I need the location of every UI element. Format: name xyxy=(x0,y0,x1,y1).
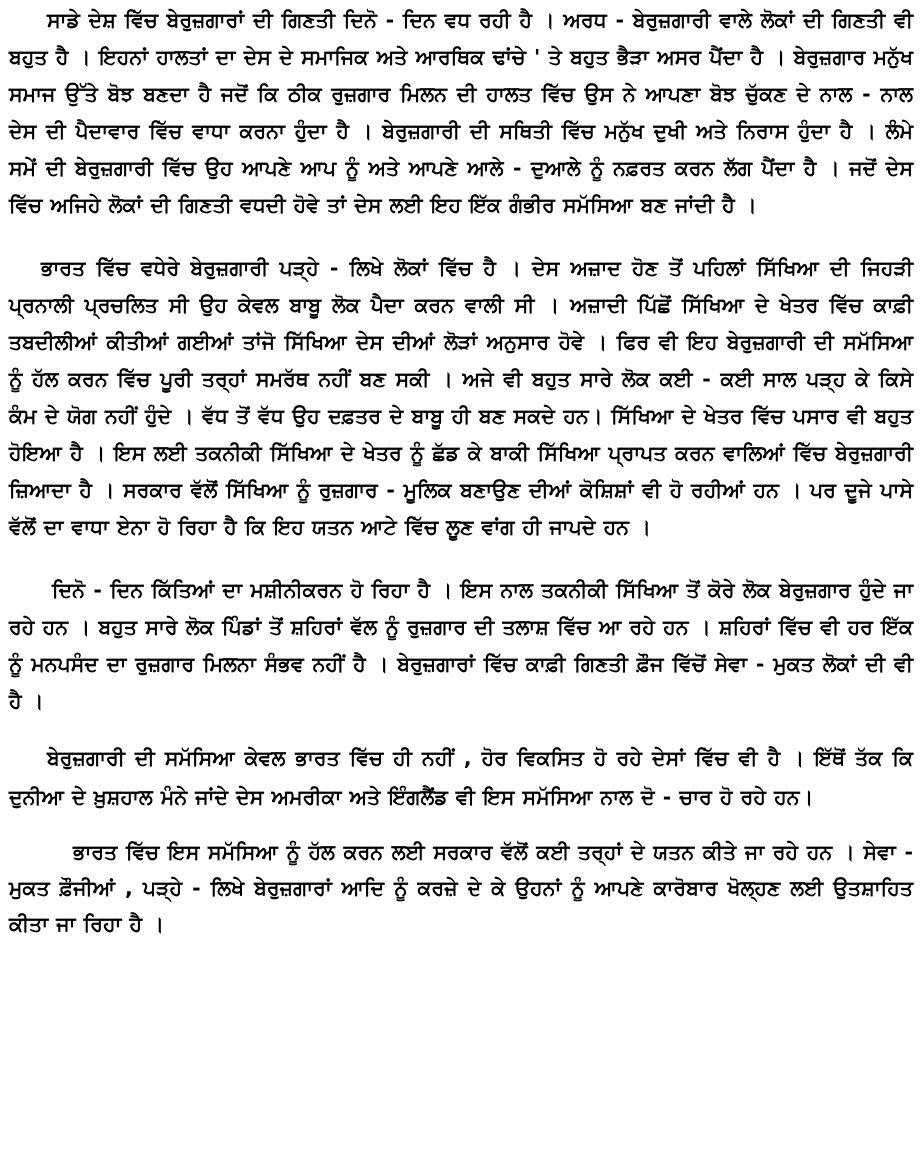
paragraph-1: ਸਾਡੇ ਦੇਸ਼ ਵਿੱਚ ਬੇਰੁਜ਼ਗਾਰਾਂ ਦੀ ਗਿਣਤੀ ਦਿਨੋ - ਦਿਨ ਵਧ ਰਹੀ ਹੈ । ਅਰਧ - ਬੇਰੁਜ਼ਗਾਰੀ ਵਾਲੇ ਲੋਕਾਂ ਦੀ ਗਿਣਤੀ ਵੀ ਬਹੁਤ ਹੈ । ਇਹਨਾਂ ਹਾਲਤਾਂ ਦਾ ਦੇਸ ਦੇ ਸਮਾਜਿਕ ਅਤੇ ਆਰਥਿਕ ਢਾਂਚੇ ' ਤੇ ਬਹੁਤ ਭੈੜਾ ਅਸਰ ਪੈਂਦਾ ਹੈ । ਬੇਰੁਜ਼ਗਾਰ ਮਨੁੱਖ ਸਮਾਜ ਉੱਤੇ ਬੋਝ ਬਣਦਾ ਹੈ ਜਦੋਂ ਕਿ ਠੀਕ ਰੁਜ਼ਗਾਰ ਮਿਲਨ ਦੀ ਹਾਲਤ ਵਿੱਚ ਉਸ ਨੇ ਆਪਣਾ ਬੋਝ ਚੁੱਕਣ ਦੇ ਨਾਲ - ਨਾਲ ਦੇਸ ਦੀ ਪੈਦਾਵਾਰ ਵਿੱਚ ਵਾਧਾ ਕਰਨਾ ਹੁੰਦਾ ਹੈ । ਬੇਰੁਜ਼ਗਾਰੀ ਦੀ ਸਥਿਤੀ ਵਿੱਚ ਮਨੁੱਖ ਦੁਖੀ ਅਤੇ ਨਿਰਾਸ ਹੁੰਦਾ ਹੈ । ਲੰਮੇ ਸਮੇਂ ਦੀ ਬੇਰੁਜ਼ਗਾਰੀ ਵਿੱਚ ਉਹ ਆਪਣੇ ਆਪ ਨੂੰ ਅਤੇ ਆਪਣੇ ਆਲੇ - ਦੁਆਲੇ ਨੂੰ ਨਫ਼ਰਤ ਕਰਨ ਲੱਗ ਪੈਂਦਾ ਹੈ । ਜਦੋਂ ਦੇਸ ਵਿੱਚ ਅਜਿਹੇ ਲੋਕਾਂ ਦੀ ਗਿਣਤੀ ਵਧਦੀ ਹੋਵੇ ਤਾਂ ਦੇਸ ਲਈ ਇਹ ਇੱਕ ਗੰਭੀਰ ਸਮੱਸਿਆ ਬਣ ਜਾਂਦੀ ਹੈ । xyxy=(9,8,913,217)
paragraph-4: ਬੇਰੁਜ਼ਗਾਰੀ ਦੀ ਸਮੱਸਿਆ ਕੇਵਲ ਭਾਰਤ ਵਿੱਚ ਹੀ ਨਹੀਂ , ਹੋਰ ਵਿਕਸਿਤ ਹੋ ਰਹੇ ਦੇਸਾਂ ਵਿੱਚ ਵੀ ਹੈ । ਇੱਥੋਂ ਤੱਕ ਕਿ ਦੁਨੀਆ ਦੇ ਖ਼ੁਸ਼ਹਾਲ ਮੰਨੇ ਜਾਂਦੇ ਦੇਸ ਅਮਰੀਕਾ ਅਤੇ ਇੰਗਲੈਂਡ ਵੀ ਇਸ ਸਮੱਸਿਆ ਨਾਲ ਦੋ - ਚਾਰ ਹੋ ਰਹੇ ਹਨ। xyxy=(9,746,913,809)
paragraph-2: ਭਾਰਤ ਵਿੱਚ ਵਧੇਰੇ ਬੇਰੁਜ਼ਗਾਰੀ ਪੜ੍ਹੇ - ਲਿਖੇ ਲੋਕਾਂ ਵਿੱਚ ਹੈ । ਦੇਸ ਅਜ਼ਾਦ ਹੋਣ ਤੋਂ ਪਹਿਲਾਂ ਸਿੱਖਿਆ ਦੀ ਜਿਹੜੀ ਪ੍ਰਨਾਲੀ ਪ੍ਰਚਲਿਤ ਸੀ ਉਹ ਕੇਵਲ ਬਾਬੂ ਲੋਕ ਪੈਦਾ ਕਰਨ ਵਾਲੀ ਸੀ । ਅਜ਼ਾਦੀ ਪਿੱਛੋਂ ਸਿੱਖਿਆ ਦੇ ਖੇਤਰ ਵਿੱਚ ਕਾਫ਼ੀ ਤਬਦੀਲੀਆਂ ਕੀਤੀਆਂ ਗਈਆਂ ਤਾਂਜੋ ਸਿੱਖਿਆ ਦੇਸ ਦੀਆਂ ਲੋੜਾਂ ਅਨੁਸਾਰ ਹੋਵੇ । ਫਿਰ ਵੀ ਇਹ ਬੇਰੁਜ਼ਗਾਰੀ ਦੀ ਸਮੱਸਿਆ ਨੂੰ ਹੱਲ ਕਰਨ ਵਿੱਚ ਪੂਰੀ ਤਰ੍ਹਾਂ ਸਮਰੱਥ ਨਹੀਂ ਬਣ ਸਕੀ । ਅਜੇ ਵੀ ਬਹੁਤ ਸਾਰੇ ਲੋਕ ਕਈ - ਕਈ ਸਾਲ ਪੜ੍ਹ ਕੇ ਕਿਸੇ ਕੰਮ ਦੇ ਯੋਗ ਨਹੀਂ ਹੁੰਦੇ । ਵੱਧ ਤੋਂ ਵੱਧ ਉਹ ਦਫ਼ਤਰ ਦੇ ਬਾਬੂ ਹੀ ਬਣ ਸਕਦੇ ਹਨ। ਸਿੱਖਿਆ ਦੇ ਖੇਤਰ ਵਿੱਚ ਪਸਾਰ ਵੀ ਬਹੁਤ ਹੋਇਆ ਹੈ । ਇਸ ਲਈ ਤਕਨੀਕੀ ਸਿੱਖਿਆ ਦੇ ਖੇਤਰ ਨੂੰ ਛੱਡ ਕੇ ਬਾਕੀ ਸਿੱਖਿਆ ਪ੍ਰਾਪਤ ਕਰਨ ਵਾਲਿਆਂ ਵਿੱਚ ਬੇਰੁਜ਼ਗਾਰੀ ਜ਼ਿਆਦਾ ਹੈ । ਸਰਕਾਰ ਵੱਲੋਂ ਸਿੱਖਿਆ ਨੂੰ ਰੁਜ਼ਗਾਰ - ਮੂਲਿਕ ਬਣਾਉਣ ਦੀਆਂ ਕੋਸ਼ਿਸ਼ਾਂ ਵੀ ਹੋ ਰਹੀਆਂ ਹਨ । ਪਰ ਦੂਜੇ ਪਾਸੇ ਵੱਲੋਂ ਦਾ ਵਾਧਾ ਏਨਾ ਹੋ ਰਿਹਾ ਹੈ ਕਿ ਇਹ ਯਤਨ ਆਟੇ ਵਿੱਚ ਲੂਣ ਵਾਂਗ ਹੀ ਜਾਪਦੇ ਹਨ । xyxy=(9,256,913,539)
paragraph-3: ਦਿਨੋ - ਦਿਨ ਕਿੱਤਿਆਂ ਦਾ ਮਸ਼ੀਨੀਕਰਨ ਹੋ ਰਿਹਾ ਹੈ । ਇਸ ਨਾਲ ਤਕਨੀਕੀ ਸਿੱਖਿਆ ਤੋਂ ਕੋਰੇ ਲੋਕ ਬੇਰੁਜ਼ਗਾਰ ਹੁੰਦੇ ਜਾ ਰਹੇ ਹਨ । ਬਹੁਤ ਸਾਰੇ ਲੋਕ ਪਿੰਡਾਂ ਤੋਂ ਸ਼ਹਿਰਾਂ ਵੱਲ ਨੂੰ ਰੁਜ਼ਗਾਰ ਦੀ ਤਲਾਸ਼ ਵਿੱਚ ਆ ਰਹੇ ਹਨ । ਸ਼ਹਿਰਾਂ ਵਿੱਚ ਵੀ ਹਰ ਇੱਕ ਨੂੰ ਮਨਪਸੰਦ ਦਾ ਰੁਜ਼ਗਾਰ ਮਿਲਨਾ ਸੰਭਵ ਨਹੀਂ ਹੈ । ਬੇਰੁਜ਼ਗਾਰਾਂ ਵਿੱਚ ਕਾਫ਼ੀ ਗਿਣਤੀ ਫ਼ੌਜ ਵਿੱਚੋਂ ਸੇਵਾ - ਮੁਕਤ ਲੋਕਾਂ ਦੀ ਵੀ ਹੈ । xyxy=(9,578,913,713)
paragraph-5: ਭਾਰਤ ਵਿੱਚ ਇਸ ਸਮੱਸਿਆ ਨੂੰ ਹੱਲ ਕਰਨ ਲਈ ਸਰਕਾਰ ਵੱਲੋਂ ਕਈ ਤਰ੍ਹਾਂ ਦੇ ਯਤਨ ਕੀਤੇ ਜਾ ਰਹੇ ਹਨ । ਸੇਵਾ - ਮੁਕਤ ਫ਼ੌਜੀਆਂ , ਪੜ੍ਹੇ - ਲਿਖੇ ਬੇਰੁਜ਼ਗਾਰਾਂ ਆਦਿ ਨੂੰ ਕਰਜ਼ੇ ਦੇ ਕੇ ਉਹਨਾਂ ਨੂੰ ਆਪਣੇ ਕਾਰੋਬਾਰ ਖੋਲ੍ਹਣ ਲਈ ਉਤਸ਼ਾਹਿਤ ਕੀਤਾ ਜਾ ਰਿਹਾ ਹੈ । xyxy=(9,840,913,936)
